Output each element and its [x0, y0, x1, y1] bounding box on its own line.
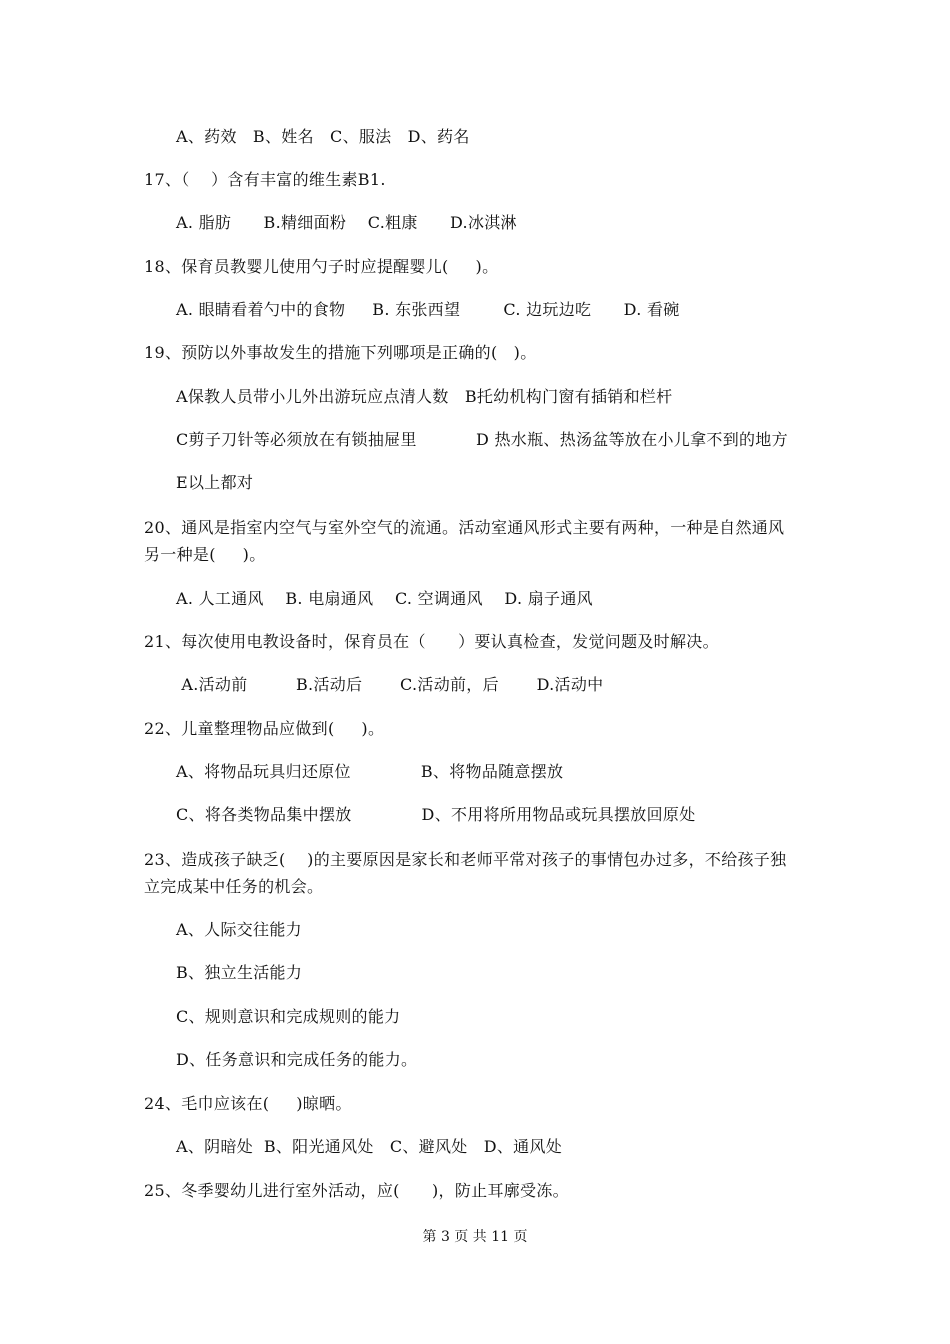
q22-options-cd: C、将各类物品集中摆放 D、不用将所用物品或玩具摆放回原处: [176, 805, 696, 824]
q21-options: A.活动前 B.活动后 C.活动前，后 D.活动中: [176, 675, 604, 694]
question-20-line2: 另一种是( )。: [144, 545, 266, 564]
q19-option-e: E以上都对: [176, 473, 254, 492]
q16-options: A、药效 B、姓名 C、服法 D、药名: [176, 127, 470, 146]
q23-option-d: D、任务意识和完成任务的能力。: [176, 1050, 418, 1069]
q23-option-b: B、独立生活能力: [176, 963, 303, 982]
q19-options-cd: C剪子刀针等必须放在有锁抽屉里 D 热水瓶、热汤盆等放在小儿拿不到的地方: [176, 430, 788, 449]
question-22: 22、儿童整理物品应做到( )。: [144, 719, 385, 738]
q20-options: A. 人工通风 B. 电扇通风 C. 空调通风 D. 扇子通风: [176, 589, 593, 608]
q22-options-ab: A、将物品玩具归还原位 B、将物品随意摆放: [176, 762, 564, 781]
question-20-line1: 20、通风是指室内空气与室外空气的流通。活动室通风形式主要有两种，一种是自然通风: [144, 518, 785, 537]
q23-option-c: C、规则意识和完成规则的能力: [176, 1007, 401, 1026]
question-23-line2: 立完成某中任务的机会。: [144, 877, 324, 896]
question-19: 19、预防以外事故发生的措施下列哪项是正确的( )。: [144, 343, 537, 362]
q19-options-ab: A保教人员带小儿外出游玩应点清人数 B托幼机构门窗有插销和栏杆: [176, 387, 673, 406]
q17-options: A. 脂肪 B.精细面粉 C.粗康 D.冰淇淋: [176, 213, 517, 232]
question-17: 17、（ ）含有丰富的维生素B1.: [144, 170, 386, 189]
q24-options: A、阴暗处 B、阳光通风处 C、避风处 D、通风处: [176, 1137, 563, 1156]
question-24: 24、毛巾应该在( )晾晒。: [144, 1094, 352, 1113]
page-footer: 第 3 页 共 11 页: [422, 1229, 528, 1245]
question-18: 18、保育员教婴儿使用勺子时应提醒婴儿( )。: [144, 257, 499, 276]
question-21: 21、每次使用电教设备时，保育员在（ ）要认真检查，发觉问题及时解决。: [144, 632, 719, 651]
question-23-line1: 23、造成孩子缺乏( )的主要原因是家长和老师平常对孩子的事情包办过多，不给孩子独: [144, 850, 787, 869]
q23-option-a: A、人际交往能力: [176, 920, 302, 939]
question-25: 25、冬季婴幼儿进行室外活动，应( )，防止耳廓受冻。: [144, 1181, 569, 1200]
q18-options: A. 眼睛看着勺中的食物 B. 东张西望 C. 边玩边吃 D. 看碗: [176, 300, 680, 319]
